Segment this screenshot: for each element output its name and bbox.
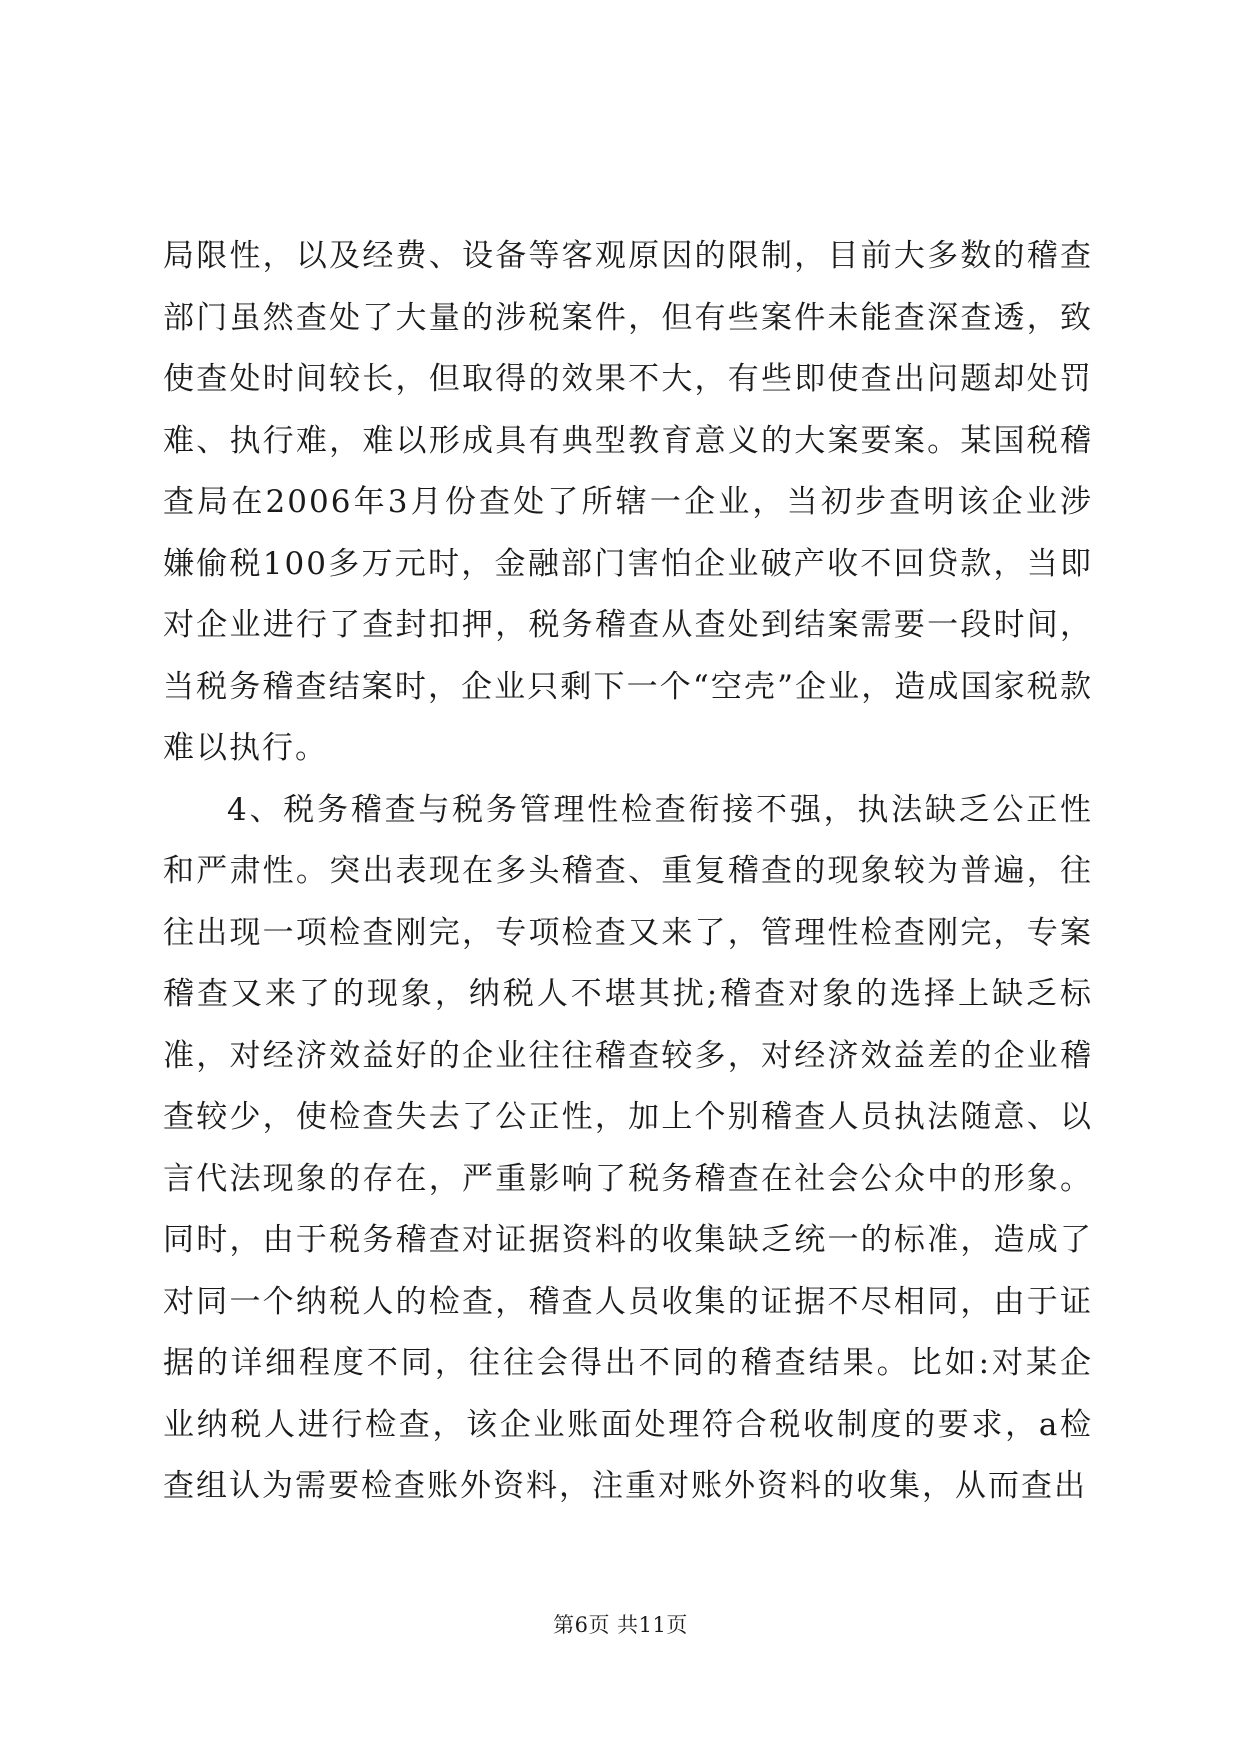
document-body [163, 226, 1093, 1518]
paragraph-point-4: 4、税务稽查与税务管理性检查衔接不强，执法缺乏公正性和严肃性。突出表现在多头稽查、重复稽查的现象较为普遍，往往出现一项检查刚完，专项检查又来了，管理性检查刚完，专案稽查又来了的现象，纳税人不堪其扰;稽查对象的选择上缺乏标准，对经济效益好的企业往往稽查较多，对经济效益差的企业稽查较少，使检查失去了公正性，加上个别稽查人员执法随意、以言代法现象的存在，严重影响了税务稽查在社会公众中的形象。同时，由于税务稽查对证据资料的收集缺乏统一的标准，造成了对同一个纳税人的检查，稽查人员收集的证据不尽相同，由于证据的详细程度不同，往往会得出不同的稽查结果。比如:对某企业纳税人进行检查，该企业账面处理符合税收制度的要求，a检查组认为需要检查账外资料，注重对账外资料的收集，从而查出 [163, 791, 1093, 1504]
page-number: 第6页 共11页 [553, 1613, 688, 1637]
paragraph-continuation: 局限性，以及经费、设备等客观原因的限制，目前大多数的稽查部门虽然查处了大量的涉税案件，但有些案件未能查深查透，致使查处时间较长，但取得的效果不大，有些即使查出问题却处罚难、执行难，难以形成具有典型教育意义的大案要案。某国税稽查局在2006年3月份查处了所辖一企业，当初步查明该企业涉嫌偷税100多万元时，金融部门害怕企业破产收不回贷款，当即对企业进行了查封扣押，税务稽查从查处到结案需要一段时间，当税务稽查结案时，企业只剩下一个“空壳”企业，造成国家税款难以执行。 [163, 238, 1093, 766]
